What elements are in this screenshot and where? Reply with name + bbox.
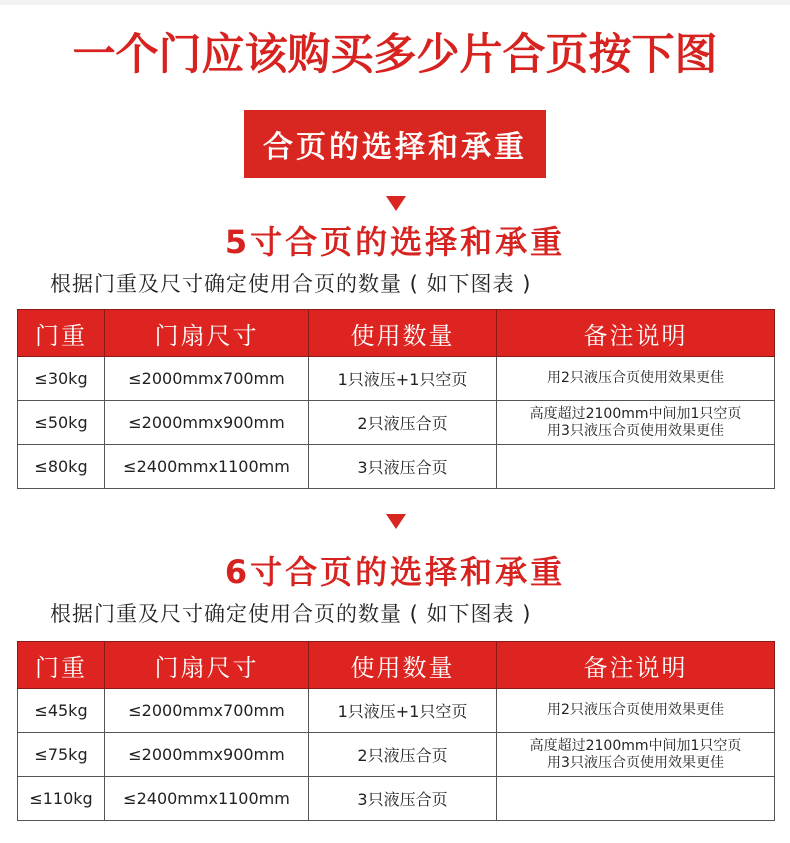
top-strip [0,0,790,5]
section-subtitle: 根据门重及尺寸确定使用合页的数量 ( 如下图表 ) [50,272,532,296]
header-quantity: 使用数量 [309,310,497,357]
cell-note [497,777,775,821]
cell-size: ≤2000mmx900mm [105,733,309,777]
cell-weight: ≤75kg [18,733,105,777]
cell-size: ≤2000mmx900mm [105,401,309,445]
table-header-row [18,310,775,357]
cell-size: ≤2000mmx700mm [105,357,309,401]
table-header-row [18,642,775,689]
cell-quantity: 1只液压+1只空页 [309,689,497,733]
header-quantity: 使用数量 [309,642,497,689]
section-title-5-inch: 5寸合页的选择和承重 [224,223,566,261]
table-row [18,401,775,445]
cell-note: 高度超过2100mm中间加1只空页 用3只液压合页使用效果更佳 [497,401,775,445]
cell-note: 高度超过2100mm中间加1只空页 用3只液压合页使用效果更佳 [497,733,775,777]
down-arrow-icon [386,196,406,211]
cell-note [497,445,775,489]
cell-size: ≤2000mmx700mm [105,689,309,733]
cell-weight: ≤50kg [18,401,105,445]
hinge-table-6-inch [17,641,775,821]
header-door-size: 门扇尺寸 [105,642,309,689]
hinge-table-5-inch [17,309,775,489]
cell-quantity: 2只液压合页 [309,401,497,445]
table-row [18,357,775,401]
header-notes: 备注说明 [497,642,775,689]
section-subtitle: 根据门重及尺寸确定使用合页的数量 ( 如下图表 ) [50,602,532,626]
header-door-weight: 门重 [18,642,105,689]
table-row [18,733,775,777]
cell-quantity: 3只液压合页 [309,777,497,821]
cell-size: ≤2400mmx1100mm [105,445,309,489]
page-title: 一个门应该购买多少片合页按下图 [72,30,718,80]
cell-quantity: 2只液压合页 [309,733,497,777]
cell-quantity: 1只液压+1只空页 [309,357,497,401]
cell-weight: ≤110kg [18,777,105,821]
cell-size: ≤2400mmx1100mm [105,777,309,821]
cell-note: 用2只液压合页使用效果更佳 [497,689,775,733]
header-door-weight: 门重 [18,310,105,357]
table-row [18,777,775,821]
down-arrow-icon [386,514,406,529]
header-door-size: 门扇尺寸 [105,310,309,357]
section-title-6-inch: 6寸合页的选择和承重 [224,553,566,591]
cell-weight: ≤80kg [18,445,105,489]
cell-weight: ≤45kg [18,689,105,733]
cell-quantity: 3只液压合页 [309,445,497,489]
section-banner: 合页的选择和承重 [244,110,546,178]
table-row [18,445,775,489]
cell-weight: ≤30kg [18,357,105,401]
header-notes: 备注说明 [497,310,775,357]
cell-note: 用2只液压合页使用效果更佳 [497,357,775,401]
table-row [18,689,775,733]
